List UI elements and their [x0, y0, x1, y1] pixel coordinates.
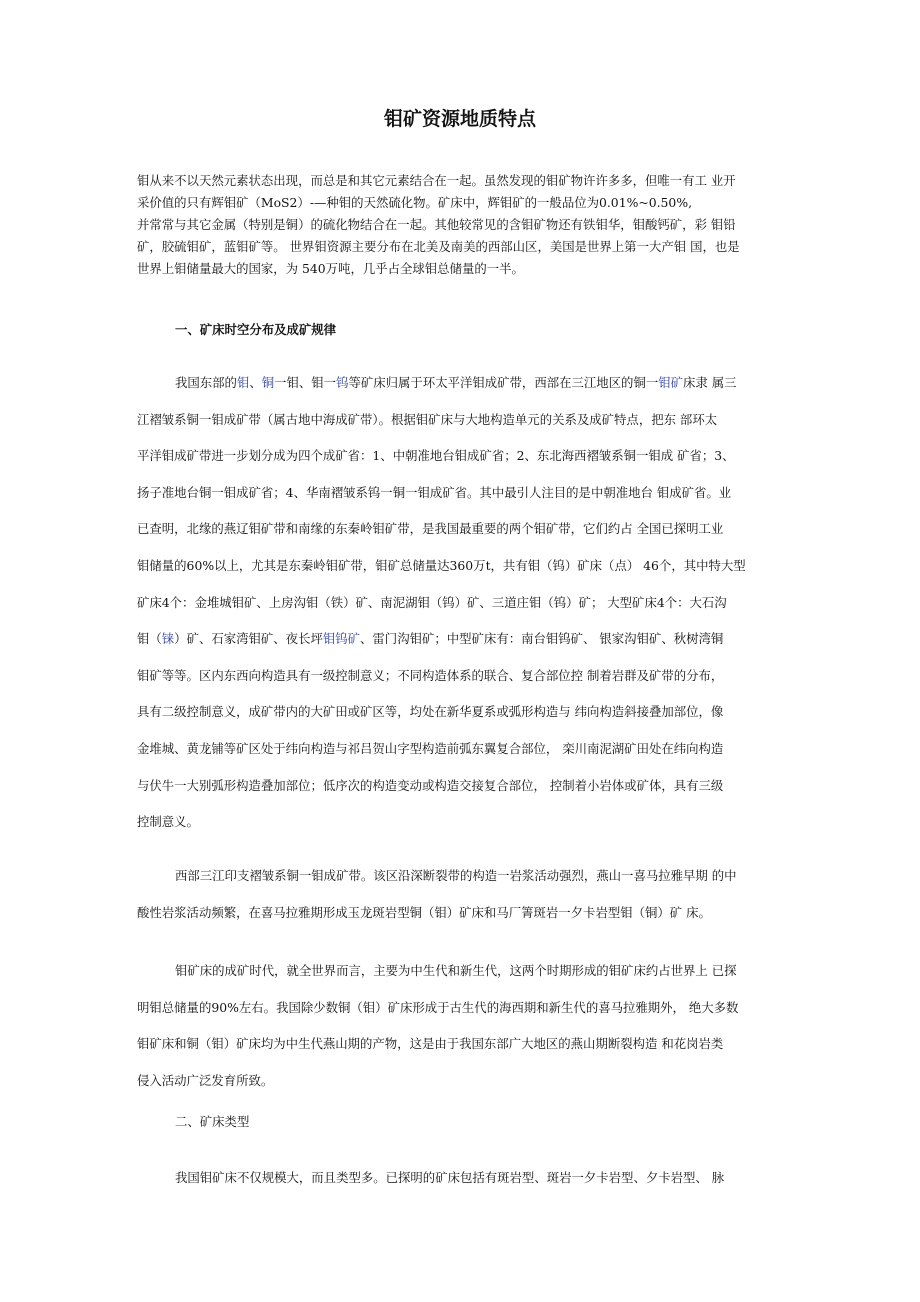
- term-link-molybdenum-ore[interactable]: 钼矿: [658, 375, 684, 390]
- paragraph-distribution: [137, 365, 787, 841]
- text-run: 、雷门沟钼矿；中型矿床有：南台钼钨矿、 银家沟钼矿、秋树湾铜: [360, 631, 724, 647]
- text-line: 金堆城、黄龙铺等矿区处于纬向构造与祁吕贺山字型构造前弧东翼复合部位， 栾川南泥湖矿田处在纬向构造: [137, 740, 724, 756]
- text-line: 已查明，北缘的燕辽钼矿带和南缘的东秦岭钼矿带，是我国最重要的两个钼矿带，它们约占 全国已探明工业: [137, 521, 724, 537]
- paragraph-mineralization-age: [137, 953, 787, 1099]
- text-run: 一钼、钼一: [274, 375, 337, 390]
- text-line: 采价值的只有辉钼矿（MoS2）-—种钼的天然硫化物。矿床中，辉钼矿的一般品位为0.01%~0.50%,: [137, 195, 693, 210]
- text-line: 侵入活动广泛发育所致。: [137, 1072, 274, 1088]
- document-title: 钼矿资源地质特点: [383, 108, 536, 130]
- text-line: 钼储量的60%以上，尤其是东秦岭钼矿带，钼矿总储量达360万t，共有钼（钨）矿床（点） 46个，其中特大型: [137, 557, 746, 573]
- text-line: 钼矿等等。区内东西向构造具有一级控制意义；不同构造体系的联合、复合部位控 制着岩群及矿带的分布，: [137, 667, 724, 683]
- text-run: 钼（: [137, 631, 162, 647]
- text-line: 钼矿床和铜（钼）矿床均为中生代燕山期的产物，这是由于我国东部广大地区的燕山期断裂构造 和花岗岩类: [137, 1036, 724, 1052]
- text-run: 我国东部的: [175, 375, 237, 390]
- paragraph-deposit-types: [137, 1160, 787, 1197]
- term-link-rhenium[interactable]: 铼: [161, 631, 175, 647]
- text-line: 酸性岩浆活动频繁，在喜马拉雅期形成玉龙斑岩型铜（钼）矿床和马厂箐斑岩一夕卡岩型钼（铜）矿 床。: [137, 904, 711, 920]
- term-link-molybdenum[interactable]: 钼: [236, 375, 250, 390]
- text-line: 世界上钼储量最大的国家，为 540万吨，几乎占全球钼总储量的一半。: [137, 261, 524, 276]
- text-line: 平洋钼成矿带进一步划分成为四个成矿省：1、中朝准地台钼成矿省；2、东北海西褶皱系铜一钼成 矿省；3、: [137, 448, 735, 464]
- text-line: 具有二级控制意义，成矿带内的大矿田或矿区等，均处在新华夏系或弧形构造与 纬向构造斜接叠加部位，像: [137, 704, 724, 720]
- term-link-molybdenum-tungsten-ore[interactable]: 钼钨矿: [322, 631, 361, 647]
- section-heading-2: 二、矿床类型: [175, 1114, 250, 1129]
- text-line: 钼从来不以天然元素状态出现，而总是和其它元素结合在一起。虽然发现的钼矿物许许多多，但唯一有工 业开: [137, 173, 736, 188]
- text-line: 钼矿床的成矿时代，就全世界而言，主要为中生代和新生代，这两个时期形成的钼矿床约占世界上 已探: [175, 963, 737, 978]
- text-line: 矿，胶硫钼矿，蓝钼矿等。 世界钼资源主要分布在北美及南美的西部山区，美国是世界上第一大产钼 国，也是: [137, 239, 740, 254]
- text-line: 我国钼矿床不仅规模大，而且类型多。已探明的矿床包括有斑岩型、斑岩一夕卡岩型、夕卡岩型、 脉: [175, 1170, 725, 1185]
- text-line: 扬子准地台铜一钼成矿省；4、华南褶皱系钨一铜一钼成矿省。其中最引人注目的是中朝准地台 钼成矿省。业: [137, 484, 732, 500]
- text-run: 床隶 属三: [683, 375, 737, 390]
- text-run: ）矿、石家湾钼矿、夜长坪: [174, 631, 323, 647]
- text-line: 西部三江印支褶皱系铜一钼成矿带。该区沿深断裂带的构造一岩浆活动强烈，燕山一喜马拉雅早期 的中: [175, 868, 737, 883]
- text-line: 并常常与其它金属（特别是铜）的硫化物结合在一起。其他较常见的含钼矿物还有铁钼华，钼酸钙矿，彩 钼铅: [137, 217, 736, 232]
- term-link-copper[interactable]: 铜: [261, 375, 275, 390]
- term-link-tungsten[interactable]: 钨: [336, 375, 349, 390]
- text-run: 等矿床归属于环太平洋钼成矿带，西部在三江地区的铜一: [348, 375, 659, 390]
- text-run: 、: [249, 375, 262, 390]
- text-line: 与伏牛一大别弧形构造叠加部位；低序次的构造变动或构造交接复合部位， 控制着小岩体或矿体，具有三级: [137, 777, 724, 793]
- section-heading-1: 一、矿床时空分布及成矿规律: [175, 322, 337, 337]
- paragraph-western-belt: [137, 858, 787, 931]
- text-line: 明钼总储量的90%左右。我国除少数铜（钼）矿床形成于古生代的海西期和新生代的喜马拉雅期外， 绝大多数: [137, 999, 739, 1015]
- text-line: 控制意义。: [137, 814, 199, 830]
- text-line: [137, 621, 787, 658]
- text-line: [137, 365, 787, 402]
- intro-paragraph: [137, 170, 787, 280]
- text-line: 江褶皱系铜一钼成矿带（属古地中海成矿带）。根据钼矿床与大地构造单元的关系及成矿特点，把东 部环太: [137, 411, 718, 427]
- text-line: 矿床4个：金堆城钼矿、上房沟钼（铁）矿、南泥湖钼（钨）矿、三道庄钼（钨）矿； 大型矿床4个：大石沟: [137, 594, 727, 610]
